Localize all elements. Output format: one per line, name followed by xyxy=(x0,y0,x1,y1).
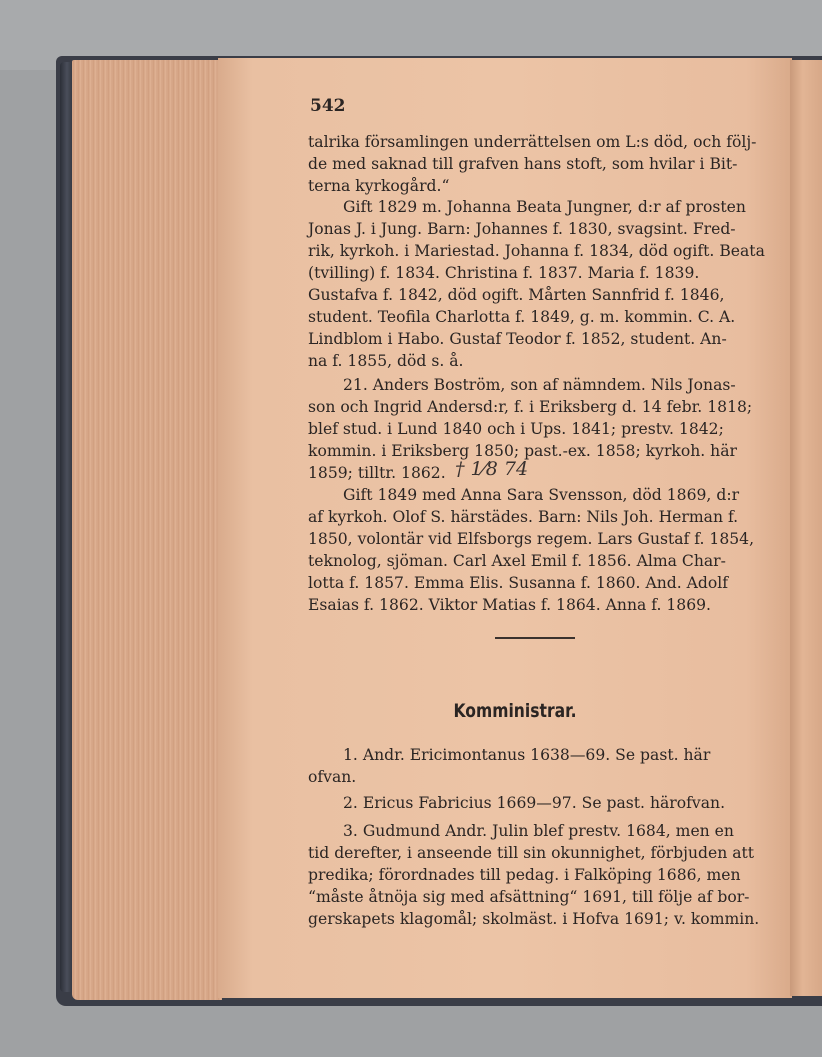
text-line: Esaias f. 1862. Viktor Matias f. 1864. Anna f. 1869. xyxy=(308,596,712,614)
text-line: teknolog, sjöman. Carl Axel Emil f. 1856. Alma Char- xyxy=(308,552,726,570)
text-line: predika; förordnades till pedag. i Falköping 1686, men xyxy=(308,866,741,884)
text-line: 2. Ericus Fabricius 1669—97. Se past. härofvan. xyxy=(343,794,726,812)
text-line: kommin. i Eriksberg 1850; past.-ex. 1858; kyrkoh. här xyxy=(308,442,737,460)
page-stack-edges xyxy=(72,60,222,1000)
text-line: tid derefter, i anseende till sin okunnighet, förbjuden att xyxy=(308,844,755,862)
text-line: de med saknad till grafven hans stoft, som hvilar i Bit- xyxy=(308,155,738,173)
section-heading: Komministrar. xyxy=(453,700,577,722)
text-line: lotta f. 1857. Emma Elis. Susanna f. 1860. And. Adolf xyxy=(308,574,729,592)
text-line: 21. Anders Boström, son af nämndem. Nils Jonas- xyxy=(343,376,736,394)
text-line: “måste åtnöja sig med afsättning“ 1691, till följe af bor- xyxy=(308,888,750,906)
text-line: 1850, volontär vid Elfsborgs regem. Lars Gustaf f. 1854, xyxy=(308,530,755,548)
text-line: son och Ingrid Andersd:r, f. i Eriksberg d. 14 febr. 1818; xyxy=(308,398,753,416)
text-line: blef stud. i Lund 1840 och i Ups. 1841; prestv. 1842; xyxy=(308,420,724,438)
text-line: Lindblom i Habo. Gustaf Teodor f. 1852, student. An- xyxy=(308,330,727,348)
text-line: Gustafva f. 1842, död ogift. Mårten Sannfrid f. 1846, xyxy=(308,286,725,304)
text-line: 1. Andr. Ericimontanus 1638—69. Se past. här xyxy=(343,746,711,764)
page-number: 542 xyxy=(310,96,346,116)
facing-page-edge xyxy=(790,60,822,996)
text-line: 1859; tilltr. 1862. xyxy=(308,464,446,482)
text-line: rik, kyrkoh. i Mariestad. Johanna f. 1834, död ogift. Beata xyxy=(308,242,765,260)
text-line: student. Teofila Charlotta f. 1849, g. m. kommin. C. A. xyxy=(308,308,736,326)
text-line: (tvilling) f. 1834. Christina f. 1837. Maria f. 1839. xyxy=(308,264,700,282)
text-line: na f. 1855, död s. å. xyxy=(308,352,464,370)
text-line: af kyrkoh. Olof S. härstädes. Barn: Nils Joh. Herman f. xyxy=(308,508,739,526)
text-line: ofvan. xyxy=(308,768,357,786)
section-divider xyxy=(495,637,575,639)
text-line: Gift 1849 med Anna Sara Svensson, död 1869, d:r xyxy=(343,486,740,504)
text-line: talrika församlingen underrättelsen om L:s död, och följ- xyxy=(308,133,757,151)
text-line: gerskapets klagomål; skolmäst. i Hofva 1691; v. kommin. xyxy=(308,910,760,928)
handwritten-note: † 1⁄8 74 xyxy=(455,458,529,480)
text-line: Jonas J. i Jung. Barn: Johannes f. 1830, svagsint. Fred- xyxy=(308,220,736,238)
text-line: 3. Gudmund Andr. Julin blef prestv. 1684, men en xyxy=(343,822,734,840)
text-line: Gift 1829 m. Johanna Beata Jungner, d:r af prosten xyxy=(343,198,746,216)
text-line: terna kyrkogård.“ xyxy=(308,177,450,195)
